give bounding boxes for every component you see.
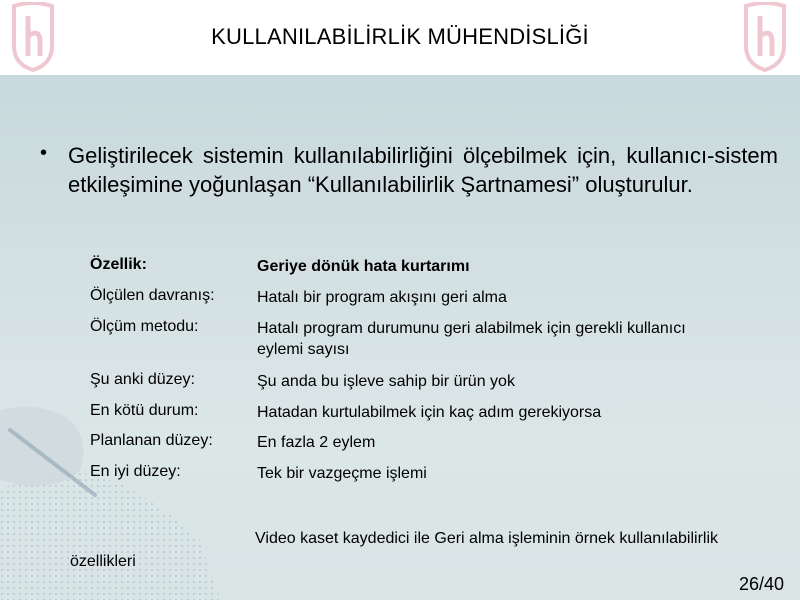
spec-label: Özellik: [90, 256, 147, 273]
main-paragraph: Geliştirilecek sistemin kullanılabilirliğini ölçebilmek için, kullanıcı-sistem etkileşimine yoğunlaşan “Kullanılabilirlik Şartnamesi” oluşturulur. [68, 143, 778, 197]
spec-value: Geriye dönük hata kurtarımı [257, 258, 470, 275]
spec-value: En fazla 2 eylem [257, 434, 376, 451]
slide-header [0, 0, 800, 75]
spec-label: Şu anki düzey: [90, 371, 195, 388]
spec-label: En iyi düzey: [90, 463, 181, 480]
page-number: 26/40 [738, 574, 784, 594]
spec-value: Hatalı bir program akışını geri alma [257, 289, 507, 306]
spec-value: Hatalı program durumunu geri alabilmek için gerekli kullanıcı eylemi sayısı [257, 320, 686, 358]
spec-label: Ölçüm metodu: [90, 318, 199, 335]
university-logo-icon [738, 2, 792, 72]
spec-label: En kötü durum: [90, 402, 199, 419]
spec-label: Planlanan düzey: [90, 432, 213, 449]
bullet-point-icon: • [40, 142, 48, 164]
figure-caption: Video kaset kaydedici ile Geri alma işleminin örnek kullanılabilirlik özellikleri [70, 530, 719, 570]
spec-value: Tek bir vazgeçme işlemi [257, 465, 427, 482]
slide-title: KULLANILABİLİRLİK MÜHENDİSLİĞİ [211, 24, 589, 49]
spec-value: Şu anda bu işleve sahip bir ürün yok [257, 373, 515, 390]
spec-label: Ölçülen davranış: [90, 287, 215, 304]
spec-value: Hatadan kurtulabilmek için kaç adım gerekiyorsa [257, 404, 602, 421]
